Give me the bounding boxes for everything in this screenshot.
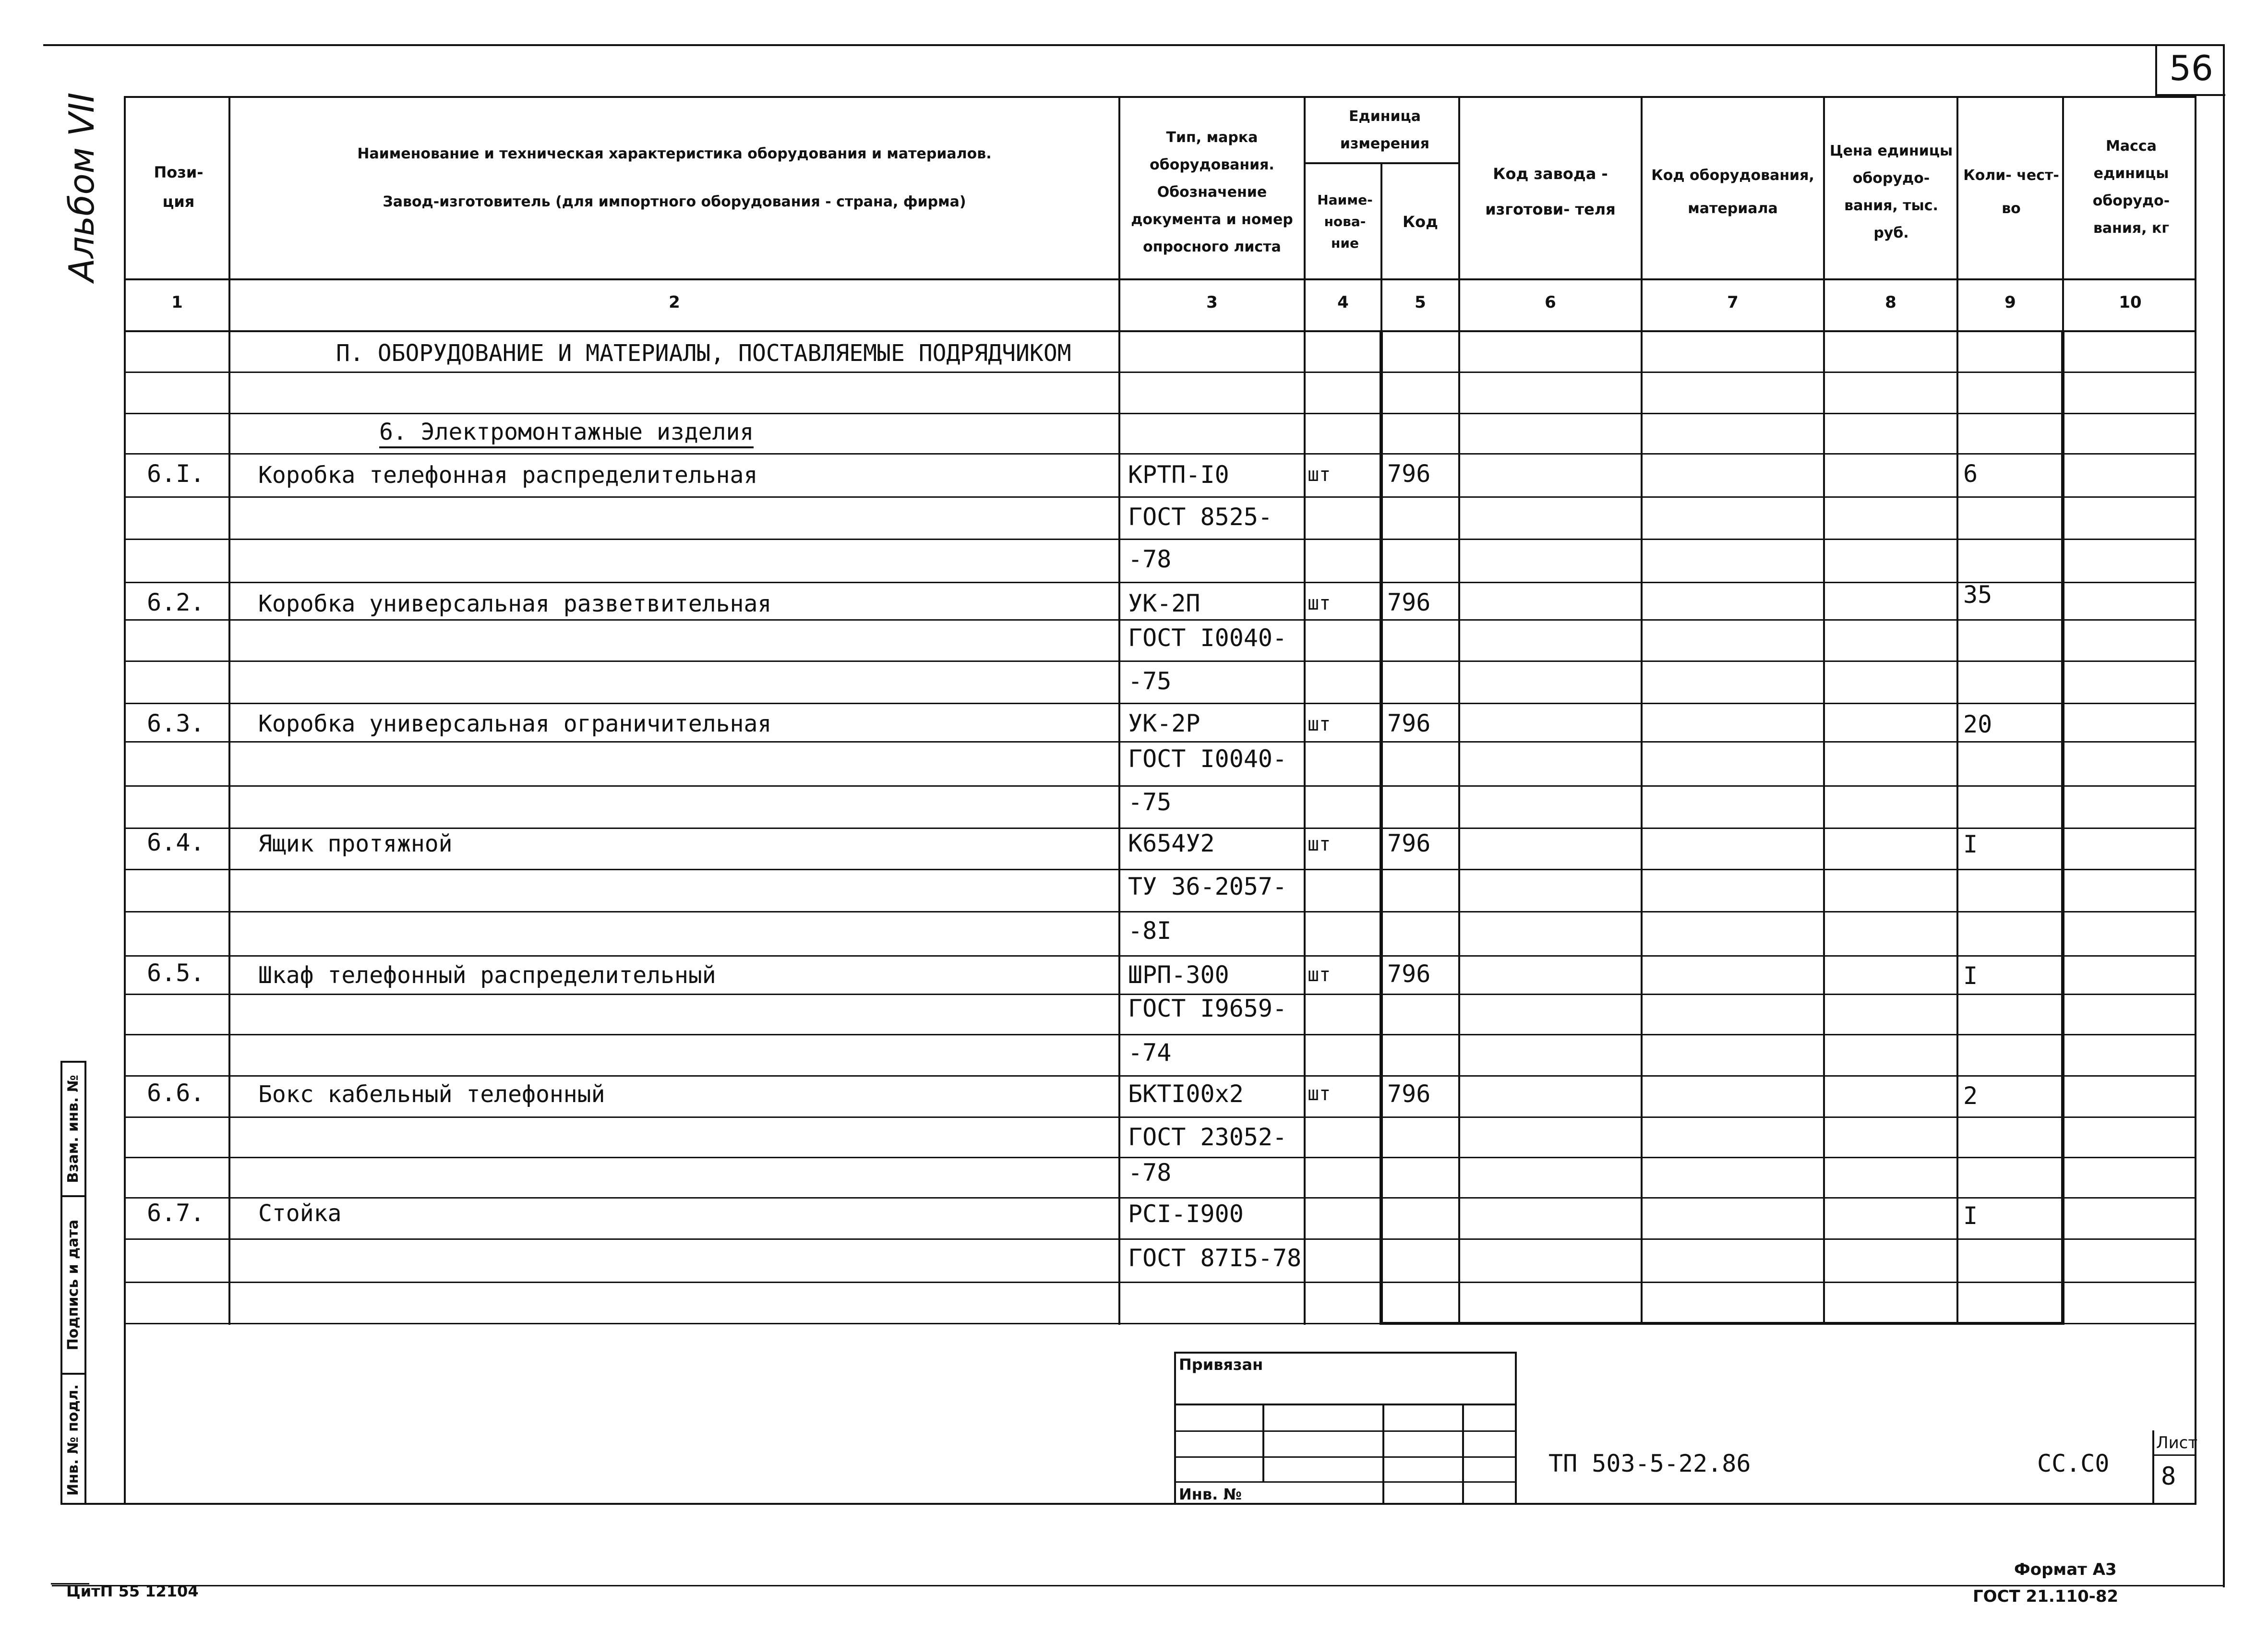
item-pos: 6.4. [147,828,205,856]
item-name: Коробка универсальная разветвительная [258,590,772,617]
col-num-10: 10 [2119,293,2142,312]
row-line [124,660,2196,662]
top-border-line [43,44,2225,46]
side-stamp-divider [60,1373,86,1375]
row-line [124,955,2196,957]
item-type-line: БКТI00х2 [1128,1080,1244,1108]
header-col-2-line2: Завод-изготовитель (для импортного оборудования - страна, фирма) [383,193,966,210]
subsection-title: 6. Электромонтажные изделия [379,419,754,448]
item-unit: шт [1308,833,1331,855]
page-number: 56 [2169,48,2213,88]
item-name: Шкаф телефонный распределительный [258,962,716,989]
item-type-line: КРТП-I0 [1128,461,1229,489]
row-line [124,703,2196,704]
col-num-2: 2 [669,293,680,312]
item-qty: 35 [1963,581,1992,609]
col-num-7: 7 [1727,293,1739,312]
item-type-line: ГОСТ I9659- [1128,995,1287,1022]
item-type-line: ТУ 36-2057- [1128,873,1287,900]
privyazan-vline [1462,1404,1464,1505]
privyazan-line [1174,1430,1517,1432]
row-line [124,1282,2196,1283]
row-line [124,413,2196,414]
sheet-label: Лист [2156,1433,2198,1452]
header-col-10: Масса единицы оборудо- вания, кг [2092,138,2170,237]
item-unit: шт [1308,713,1331,735]
row-line [124,1197,2196,1199]
row-line [124,539,2196,540]
side-stamp-divider [60,1195,86,1197]
item-name: Коробка телефонная распределительная [258,462,758,489]
sheet-box-line [2152,1454,2196,1456]
item-unit: шт [1308,964,1331,986]
header-col-4: Наиме- нова- ние [1317,192,1373,251]
stamp-vzam-inv: Взам. инв. № [65,1075,82,1183]
row-line [124,1323,2196,1324]
privyazan-line [1174,1404,1517,1405]
item-qty: I [1963,1202,1978,1230]
item-type-line: -8I [1128,917,1172,945]
col-line-5 [1458,96,1460,1325]
item-type-line: -78 [1128,1159,1172,1187]
col-num-9: 9 [2004,293,2016,312]
row-line [124,1034,2196,1035]
item-qty: I [1963,830,1978,858]
bottom-frame-line [52,1585,2225,1586]
item-code: 796 [1387,709,1431,737]
item-type-line: ГОСТ 8525- [1128,503,1273,531]
header-col-6: Код завода - изготови- теля [1485,165,1616,218]
col-num-5: 5 [1415,293,1426,312]
item-name: Бокс кабельный телефонный [258,1081,605,1108]
privyazan-vline [1262,1404,1264,1481]
album-label: Альбом VII [61,92,102,282]
col-num-6: 6 [1545,293,1556,312]
col-line-1 [228,96,230,1325]
header-col-2-line1: Наименование и техническая характеристика оборудования и материалов. [357,145,992,162]
col-line-2 [1118,96,1120,1325]
header-bottom-line [124,278,2196,280]
item-type-line: ГОСТ 87I5-78 [1128,1244,1302,1272]
header-unit-group: Единица измерения [1340,108,1430,152]
col-line-8 [1956,96,1958,1325]
row-line [124,453,2196,455]
row-line [124,1157,2196,1158]
stamp-inv-podl: Инв. № подл. [65,1384,82,1496]
unit-group-line [1304,162,1460,164]
item-type-line: К654У2 [1128,829,1215,857]
row-line [124,1238,2196,1240]
doc-mark: СС.С0 [2037,1450,2110,1477]
row-line [124,828,2196,829]
item-qty: 6 [1963,460,1978,488]
item-type-line: -78 [1128,545,1172,573]
item-type-line: УК-2П [1128,589,1200,617]
item-code: 796 [1387,829,1431,857]
row-line [124,496,2196,498]
right-border-line [2223,44,2225,1587]
item-unit: шт [1308,1083,1331,1105]
footer-standard: ГОСТ 21.110-82 [1973,1587,2119,1606]
row-line [124,1116,2196,1118]
item-unit: шт [1308,464,1331,486]
header-col-7: Код оборудования, материала [1651,167,1814,217]
row-line [124,619,2196,621]
header-col-5: Код [1403,213,1438,231]
row-line [124,911,2196,912]
item-type-line: РСI-I900 [1128,1200,1244,1228]
footer-left-code: ЦитП 55 12104 [66,1582,199,1600]
privyazan-vline [1382,1404,1384,1505]
item-type-line: ГОСТ I0040- [1128,745,1287,773]
stamp-podpis-data: Подпись и дата [65,1219,82,1351]
item-name: Коробка универсальная ограничительная [258,710,772,737]
col-line-3 [1304,96,1306,1325]
row-line [124,582,2196,583]
item-pos: 6.6. [147,1079,205,1107]
item-type-line: ШРП-300 [1128,961,1229,989]
item-code: 796 [1387,960,1431,988]
doc-code: ТП 503-5-22.86 [1548,1450,1751,1477]
col-num-1: 1 [171,293,183,312]
row-line [124,1075,2196,1077]
item-name: Стойка [258,1200,342,1227]
item-pos: 6.2. [147,588,205,616]
item-unit: шт [1308,592,1331,614]
item-type-line: ГОСТ I0040- [1128,624,1287,652]
col-num-8: 8 [1885,293,1896,312]
item-type-line: УК-2Р [1128,709,1200,737]
col-num-4: 4 [1337,293,1349,312]
privyazan-line [1174,1481,1517,1483]
item-pos: 6.5. [147,959,205,987]
row-line [124,785,2196,787]
privyazan-line [1174,1456,1517,1458]
colnum-bottom-line [124,330,2196,332]
item-type-line: -75 [1128,788,1172,816]
item-type-line: -75 [1128,667,1172,695]
row-line [124,372,2196,373]
sheet-number: 8 [2161,1462,2176,1491]
section-title: П. ОБОРУДОВАНИЕ И МАТЕРИАЛЫ, ПОСТАВЛЯЕМЫЕ ПОДРЯДЧИКОМ [336,340,1071,367]
col-line-7 [1823,96,1825,1325]
item-qty: 2 [1963,1082,1978,1110]
header-col-1: Пози- ция [154,163,204,211]
col-num-3: 3 [1206,293,1218,312]
inv-no-label: Инв. № [1179,1485,1242,1503]
footer-format: Формат А3 [2014,1560,2117,1579]
item-name: Ящик протяжной [258,830,453,857]
item-qty: 20 [1963,710,1992,738]
privyazan-label: Привязан [1179,1356,1263,1374]
item-type-line: ГОСТ 23052- [1128,1123,1287,1151]
item-pos: 6.3. [147,709,205,737]
header-col-3: Тип, марка оборудования. Обозначение документа и номер опросного листа [1131,129,1293,255]
item-qty: I [1963,962,1978,990]
item-type-line: -74 [1128,1039,1172,1067]
col-line-6 [1641,96,1643,1325]
item-code: 796 [1387,588,1431,616]
row-line [124,741,2196,743]
item-code: 796 [1387,460,1431,488]
header-col-9: Коли- чест- во [1963,167,2059,217]
item-pos: 6.7. [147,1199,205,1227]
row-line [124,869,2196,870]
header-col-8: Цена единицы оборудо- вания, тыс. руб. [1829,143,1953,241]
item-code: 796 [1387,1080,1431,1108]
item-pos: 6.I. [147,460,205,488]
